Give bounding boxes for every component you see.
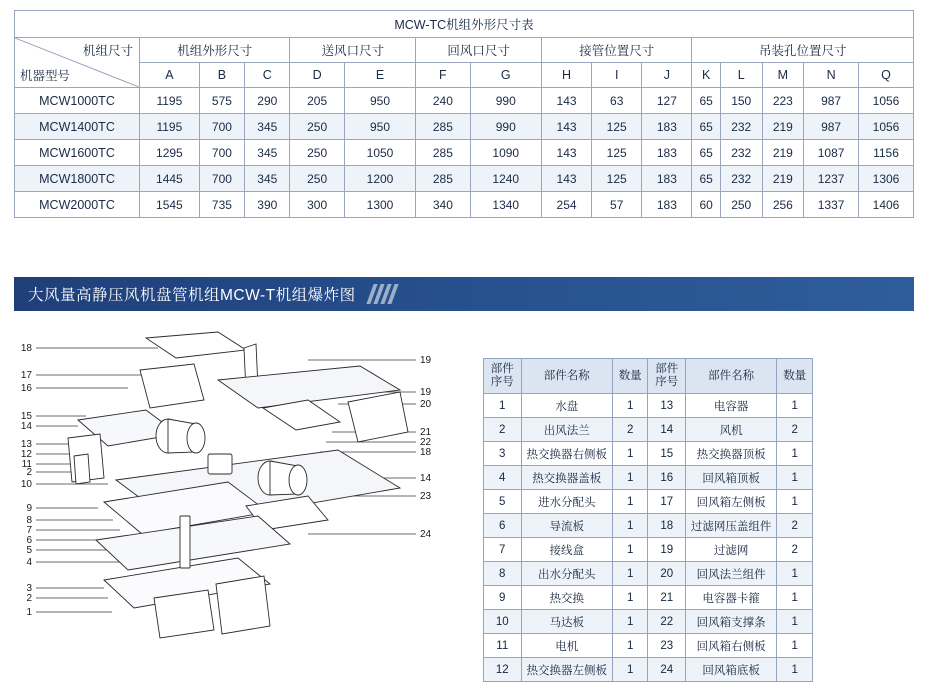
parts-qty-right: 2 [777,514,813,538]
parts-name-left: 出风法兰 [521,418,612,442]
dimension-letter-F: F [416,63,470,88]
parts-qty-right: 1 [777,658,813,682]
dimension-group-1: 机组外形尺寸 [140,38,290,63]
dimension-model-cell: MCW1000TC [15,88,140,114]
parts-header-name-1: 部件名称 [521,359,612,394]
dimension-value-J: 183 [642,166,692,192]
dimension-value-L: 232 [720,140,762,166]
parts-name-left: 接线盒 [521,538,612,562]
parts-qty-left: 1 [612,466,648,490]
parts-name-left: 进水分配头 [521,490,612,514]
dimension-value-B: 575 [199,88,244,114]
parts-table-row [484,442,813,466]
parts-table-row [484,586,813,610]
dimension-model-cell: MCW1600TC [15,140,140,166]
dimension-value-L: 232 [720,166,762,192]
parts-seq-left: 12 [484,658,522,682]
dimension-value-I: 125 [592,114,642,140]
dimension-value-N: 987 [804,114,859,140]
dimension-value-C: 290 [245,88,290,114]
parts-seq-left: 4 [484,466,522,490]
dimension-value-K: 65 [692,166,720,192]
dimension-value-N: 1237 [804,166,859,192]
parts-header-name-2: 部件名称 [685,359,776,394]
svg-text:12: 12 [20,449,32,460]
dimension-value-K: 65 [692,88,720,114]
svg-text:15: 15 [20,411,32,422]
svg-text:13: 13 [20,439,32,450]
dimension-value-D: 250 [290,166,344,192]
dimension-value-J: 127 [642,88,692,114]
dimension-value-L: 250 [720,192,762,218]
svg-text:9: 9 [26,503,32,514]
parts-table-row [484,634,813,658]
dimension-value-A: 1545 [140,192,200,218]
svg-text:22: 22 [420,437,432,448]
dimension-corner-bottom: 机器型号 [20,69,71,83]
parts-seq-left: 1 [484,394,522,418]
svg-text:23: 23 [420,491,432,502]
parts-qty-right: 1 [777,442,813,466]
svg-text:24: 24 [420,529,432,540]
dimension-group-row [15,38,914,63]
dimension-value-H: 143 [541,114,591,140]
dimension-value-J: 183 [642,192,692,218]
parts-table-header-row [484,359,813,394]
dimension-value-G: 990 [470,88,541,114]
dimension-model-cell: MCW1800TC [15,166,140,192]
parts-qty-left: 1 [612,538,648,562]
parts-table-row [484,418,813,442]
parts-seq-left: 11 [484,634,522,658]
dimension-value-N: 1337 [804,192,859,218]
dimension-value-F: 285 [416,140,470,166]
dimension-value-M: 256 [762,192,804,218]
parts-name-right: 回风箱顶板 [685,466,776,490]
parts-qty-right: 1 [777,394,813,418]
dimension-value-H: 254 [541,192,591,218]
svg-text:3: 3 [26,583,32,594]
dimension-letter-row [15,63,914,88]
dimension-value-B: 700 [199,140,244,166]
parts-seq-right: 18 [648,514,686,538]
parts-name-right: 过滤网 [685,538,776,562]
dimension-value-A: 1295 [140,140,200,166]
parts-name-right: 过滤网压盖组件 [685,514,776,538]
dimension-value-Q: 1156 [859,140,914,166]
svg-text:18: 18 [20,343,32,354]
parts-qty-right: 1 [777,562,813,586]
parts-qty-left: 2 [612,418,648,442]
dimension-value-E: 950 [344,114,415,140]
dimension-corner-top: 机组尺寸 [82,44,133,58]
parts-name-left: 水盘 [521,394,612,418]
dimension-value-K: 65 [692,140,720,166]
parts-seq-left: 2 [484,418,522,442]
parts-seq-left: 6 [484,514,522,538]
svg-text:7: 7 [26,525,32,536]
dimension-group-3: 回风口尺寸 [416,38,542,63]
dimension-value-F: 240 [416,88,470,114]
parts-name-left: 热交换 [521,586,612,610]
dimension-value-A: 1195 [140,114,200,140]
parts-name-left: 出水分配头 [521,562,612,586]
dimension-value-M: 219 [762,114,804,140]
dimension-value-E: 1200 [344,166,415,192]
dimension-value-Q: 1056 [859,88,914,114]
parts-seq-left: 3 [484,442,522,466]
parts-seq-right: 14 [648,418,686,442]
dimension-row [15,166,914,192]
parts-name-right: 回风法兰组件 [685,562,776,586]
parts-name-left: 导流板 [521,514,612,538]
parts-qty-left: 1 [612,610,648,634]
dimension-value-B: 700 [199,166,244,192]
dimension-value-C: 345 [245,166,290,192]
exploded-view-diagram [8,330,468,660]
dimension-value-F: 285 [416,166,470,192]
section-banner [14,277,914,311]
parts-table-row [484,610,813,634]
parts-list-section [483,358,813,682]
svg-text:18: 18 [420,447,432,458]
svg-text:17: 17 [20,370,32,381]
svg-text:19: 19 [420,387,432,398]
parts-table-row [484,490,813,514]
parts-qty-left: 1 [612,634,648,658]
parts-seq-left: 5 [484,490,522,514]
parts-table-row [484,562,813,586]
parts-seq-left: 9 [484,586,522,610]
dimension-value-E: 1300 [344,192,415,218]
parts-seq-right: 21 [648,586,686,610]
dimension-letter-E: E [344,63,415,88]
svg-text:21: 21 [420,427,432,438]
dimension-letter-B: B [199,63,244,88]
dimension-value-A: 1445 [140,166,200,192]
dimension-value-N: 1087 [804,140,859,166]
parts-qty-left: 1 [612,514,648,538]
dimension-table [14,10,914,218]
svg-text:1: 1 [26,607,32,618]
dimension-value-B: 700 [199,114,244,140]
dimension-value-C: 345 [245,114,290,140]
dimension-table-title-row [15,11,914,38]
parts-table-row [484,658,813,682]
parts-qty-left: 1 [612,658,648,682]
dimension-value-E: 950 [344,88,415,114]
svg-text:6: 6 [26,535,32,546]
svg-text:19: 19 [420,355,432,366]
dimension-value-K: 60 [692,192,720,218]
parts-seq-right: 22 [648,610,686,634]
parts-qty-left: 1 [612,562,648,586]
parts-qty-left: 1 [612,586,648,610]
dimension-letter-J: J [642,63,692,88]
dimension-value-A: 1195 [140,88,200,114]
dimension-letter-I: I [592,63,642,88]
parts-table-row [484,394,813,418]
svg-text:16: 16 [20,383,32,394]
dimension-value-G: 1090 [470,140,541,166]
dimension-value-G: 1240 [470,166,541,192]
dimension-row [15,140,914,166]
svg-text:4: 4 [26,557,32,568]
dimension-row [15,192,914,218]
parts-name-right: 风机 [685,418,776,442]
parts-table-row [484,514,813,538]
dimension-value-Q: 1056 [859,114,914,140]
dimension-value-E: 1050 [344,140,415,166]
parts-seq-right: 16 [648,466,686,490]
parts-seq-left: 7 [484,538,522,562]
dimension-letter-G: G [470,63,541,88]
dimension-value-D: 205 [290,88,344,114]
dimension-corner-cell [15,38,140,88]
banner-slash-decoration [366,284,398,304]
parts-header-qty-2: 数量 [777,359,813,394]
dimension-letter-D: D [290,63,344,88]
parts-seq-right: 17 [648,490,686,514]
parts-name-left: 热交换器右侧板 [521,442,612,466]
parts-table [483,358,813,682]
parts-name-left: 马达板 [521,610,612,634]
dimension-letter-C: C [245,63,290,88]
dimension-value-H: 143 [541,166,591,192]
section-banner-title: 大风量高静压风机盘管机组MCW-T机组爆炸图 [28,287,356,304]
parts-qty-right: 1 [777,466,813,490]
dimension-value-K: 65 [692,114,720,140]
parts-name-right: 回风箱右侧板 [685,634,776,658]
dimension-letter-K: K [692,63,720,88]
parts-name-right: 回风箱底板 [685,658,776,682]
parts-seq-right: 15 [648,442,686,466]
parts-name-right: 热交换器顶板 [685,442,776,466]
parts-qty-right: 2 [777,418,813,442]
dimension-model-cell: MCW1400TC [15,114,140,140]
dimension-value-M: 219 [762,166,804,192]
parts-name-right: 电容器卡箍 [685,586,776,610]
parts-header-qty-1: 数量 [612,359,648,394]
parts-seq-right: 24 [648,658,686,682]
parts-qty-left: 1 [612,442,648,466]
dimension-value-J: 183 [642,114,692,140]
dimension-table-section [14,10,914,218]
parts-seq-left: 8 [484,562,522,586]
parts-qty-right: 1 [777,586,813,610]
dimension-letter-H: H [541,63,591,88]
dimension-group-5: 吊装孔位置尺寸 [692,38,914,63]
svg-text:2: 2 [26,467,32,478]
parts-seq-left: 10 [484,610,522,634]
parts-qty-right: 1 [777,634,813,658]
dimension-letter-N: N [804,63,859,88]
dimension-value-M: 219 [762,140,804,166]
dimension-value-G: 990 [470,114,541,140]
dimension-row [15,88,914,114]
parts-seq-right: 13 [648,394,686,418]
dimension-group-4: 接管位置尺寸 [541,38,691,63]
dimension-value-C: 345 [245,140,290,166]
parts-name-right: 电容器 [685,394,776,418]
parts-qty-right: 1 [777,610,813,634]
dimension-value-M: 223 [762,88,804,114]
parts-qty-left: 1 [612,490,648,514]
parts-name-right: 回风箱支撑条 [685,610,776,634]
dimension-value-G: 1340 [470,192,541,218]
dimension-value-J: 183 [642,140,692,166]
parts-qty-right: 2 [777,538,813,562]
parts-seq-right: 20 [648,562,686,586]
dimension-value-F: 285 [416,114,470,140]
parts-seq-right: 23 [648,634,686,658]
parts-qty-right: 1 [777,490,813,514]
dimension-value-L: 232 [720,114,762,140]
svg-text:5: 5 [26,545,32,556]
dimension-row [15,114,914,140]
dimension-value-I: 63 [592,88,642,114]
dimension-value-H: 143 [541,88,591,114]
dimension-value-I: 125 [592,140,642,166]
dimension-group-2: 送风口尺寸 [290,38,416,63]
dimension-value-D: 250 [290,140,344,166]
dimension-letter-L: L [720,63,762,88]
svg-text:14: 14 [420,473,432,484]
parts-seq-right: 19 [648,538,686,562]
parts-table-row [484,538,813,562]
dimension-letter-Q: Q [859,63,914,88]
dimension-letter-A: A [140,63,200,88]
parts-table-row [484,466,813,490]
dimension-value-C: 390 [245,192,290,218]
dimension-value-N: 987 [804,88,859,114]
svg-text:14: 14 [20,421,32,432]
svg-text:10: 10 [20,479,32,490]
parts-header-seq-1: 部件序号 [484,359,522,394]
dimension-value-F: 340 [416,192,470,218]
dimension-value-D: 300 [290,192,344,218]
dimension-value-Q: 1406 [859,192,914,218]
svg-text:20: 20 [420,399,432,410]
dimension-table-title: MCW-TC机组外形尺寸表 [15,11,914,38]
dimension-value-L: 150 [720,88,762,114]
dimension-value-I: 125 [592,166,642,192]
svg-text:11: 11 [21,459,32,470]
dimension-value-B: 735 [199,192,244,218]
dimension-value-I: 57 [592,192,642,218]
parts-header-seq-2: 部件序号 [648,359,686,394]
dimension-letter-M: M [762,63,804,88]
svg-text:2: 2 [26,593,32,604]
svg-text:8: 8 [26,515,32,526]
parts-name-left: 热交换器盖板 [521,466,612,490]
dimension-model-cell: MCW2000TC [15,192,140,218]
parts-name-left: 热交换器左侧板 [521,658,612,682]
dimension-value-H: 143 [541,140,591,166]
parts-name-right: 回风箱左侧板 [685,490,776,514]
dimension-value-D: 250 [290,114,344,140]
parts-name-left: 电机 [521,634,612,658]
parts-qty-left: 1 [612,394,648,418]
dimension-value-Q: 1306 [859,166,914,192]
